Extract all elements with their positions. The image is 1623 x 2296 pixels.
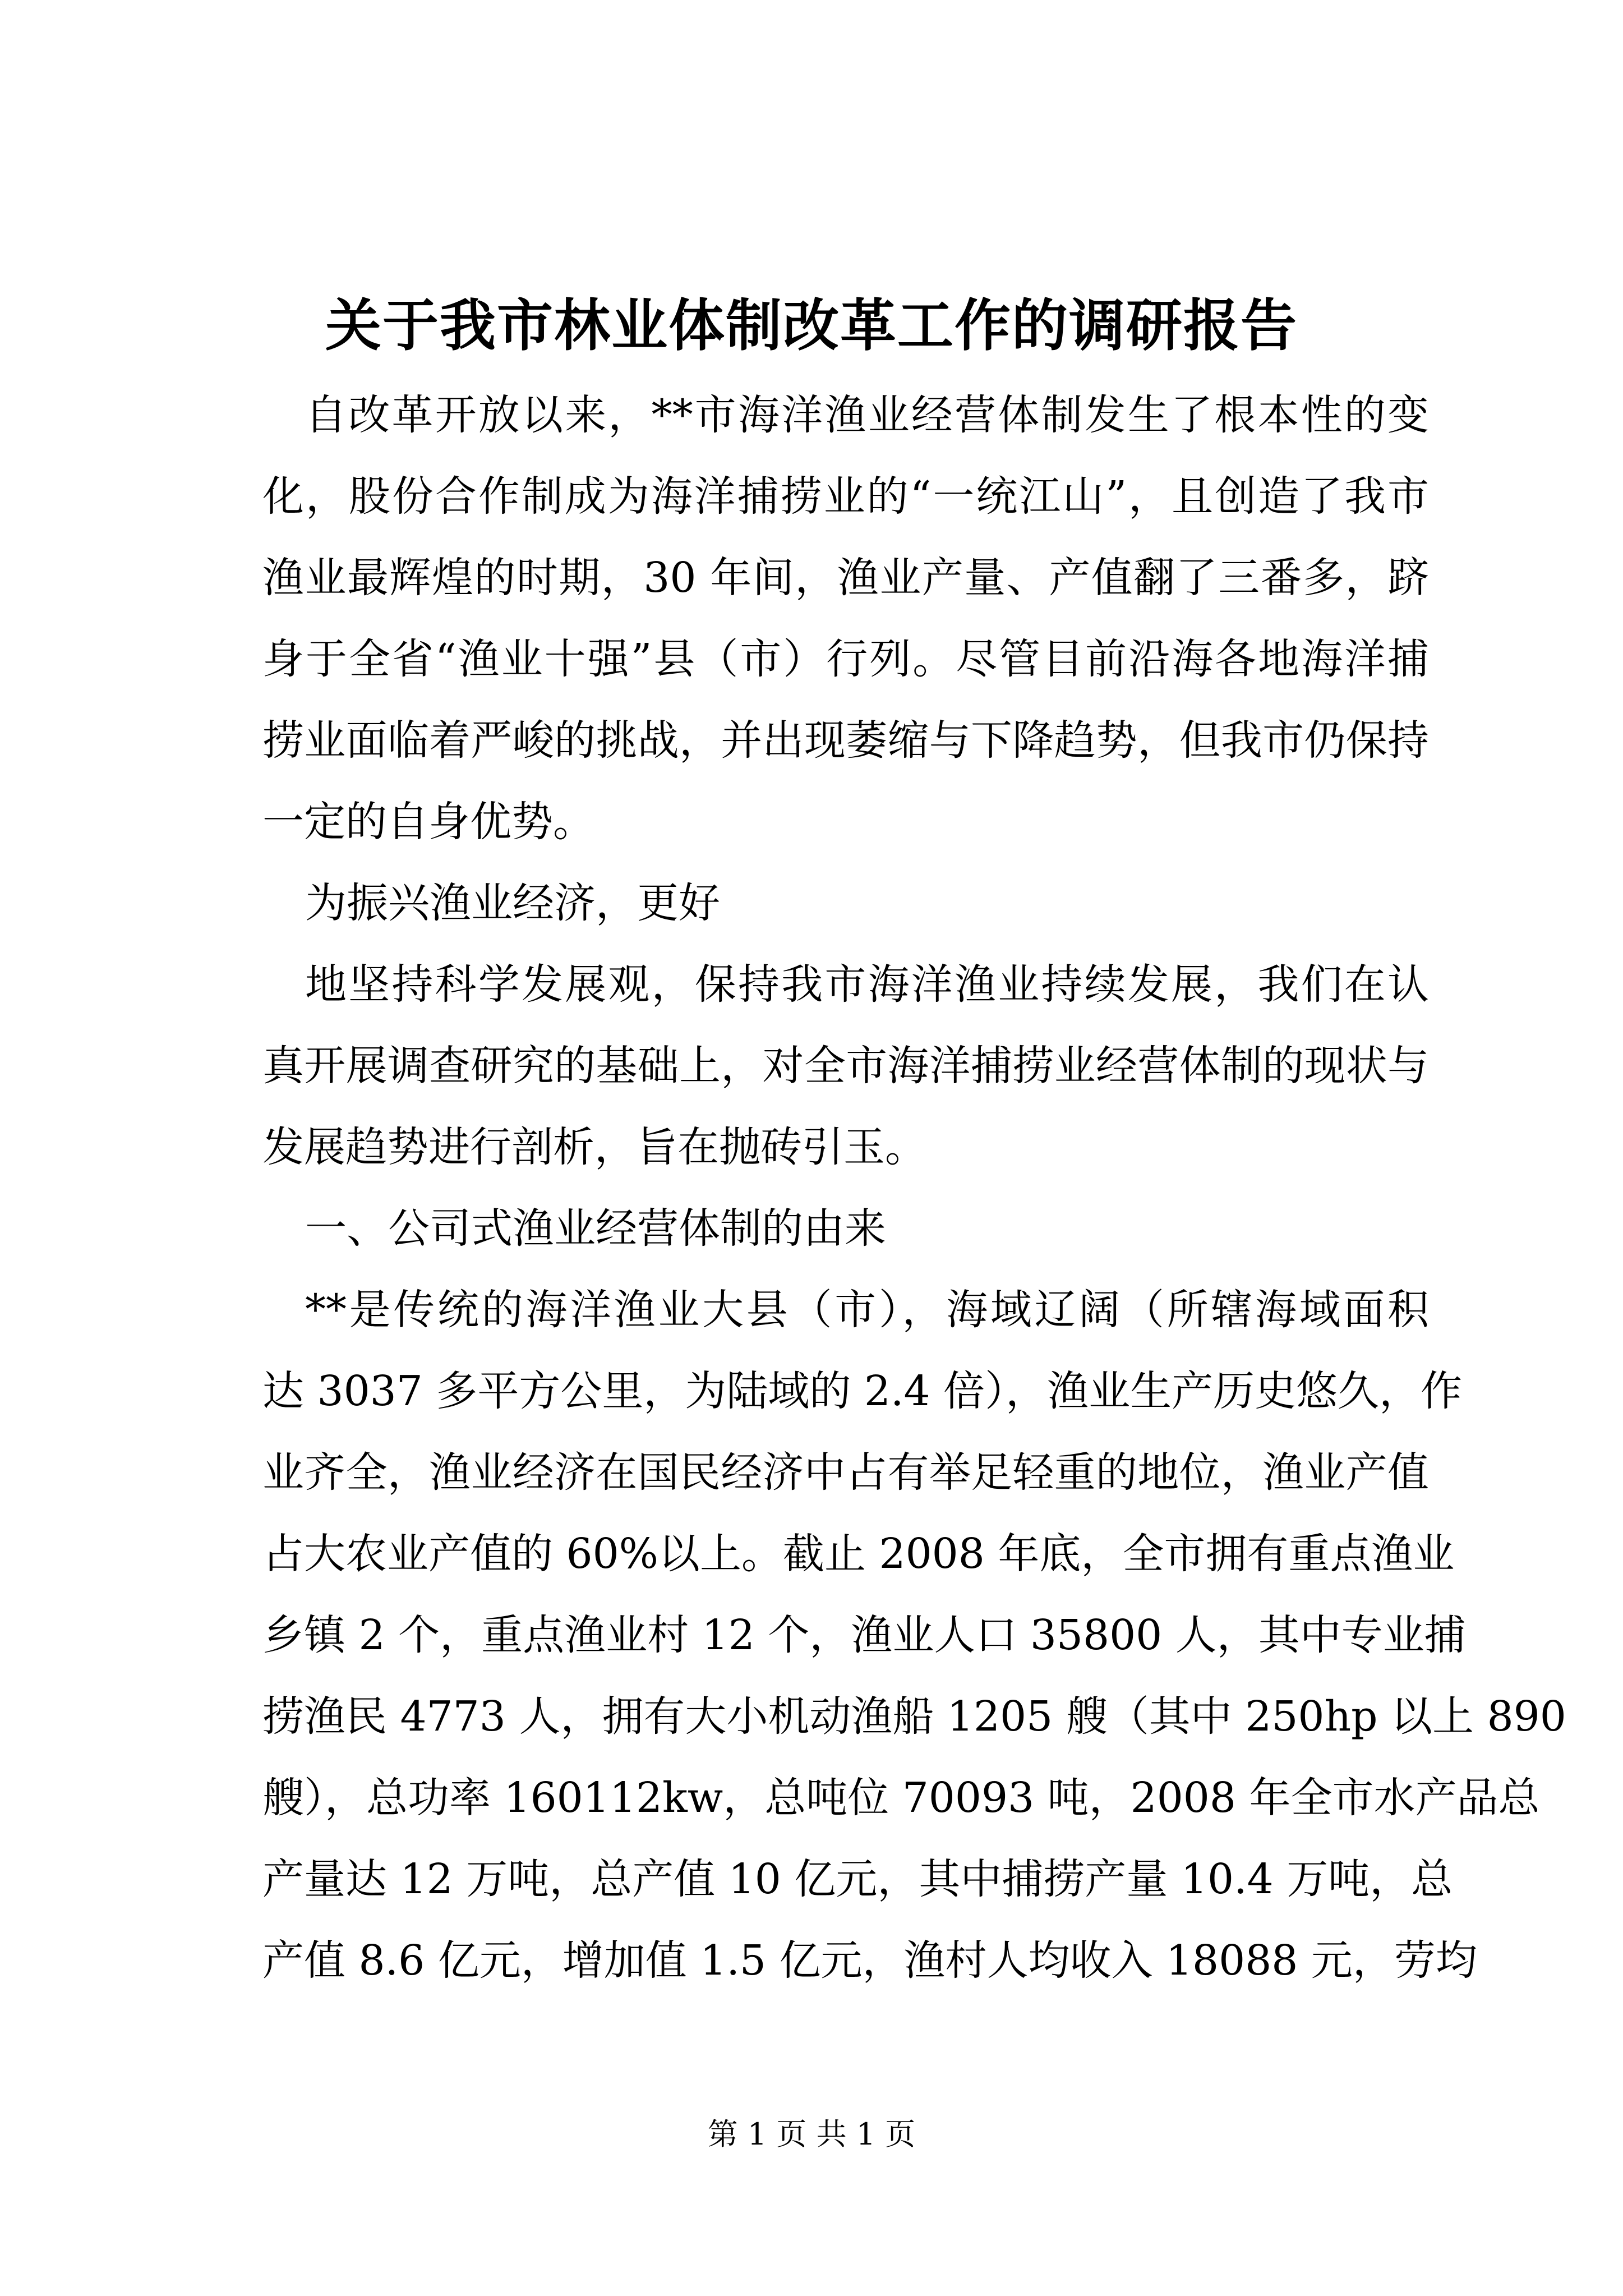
paragraph-line: 艘），总功率 160112kw，总吨位 70093 吨，2008 年全市水产品总 bbox=[262, 1774, 1540, 1822]
paragraph-line: 身于全省“渔业十强”县（市）行列。尽管目前沿海各地海洋捕 bbox=[262, 635, 1429, 683]
paragraph-line: 真开展调查研究的基础上，对全市海洋捕捞业经营体制的现状与 bbox=[262, 1042, 1429, 1090]
paragraph-line: 为振兴渔业经济，更好 bbox=[305, 879, 720, 927]
paragraph-line: 地坚持科学发展观，保持我市海洋渔业持续发展，我们在认 bbox=[305, 960, 1429, 1009]
page-footer: 第 1 页 共 1 页 bbox=[707, 2116, 916, 2152]
paragraph-line: 渔业最辉煌的时期，30 年间，渔业产量、产值翻了三番多，跻 bbox=[262, 554, 1429, 602]
paragraph-line: 一定的自身优势。 bbox=[262, 798, 594, 846]
section-heading: 一、公司式渔业经营体制的由来 bbox=[305, 1204, 886, 1253]
document-title: 关于我市林业体制改革工作的调研报告 bbox=[325, 292, 1298, 358]
paragraph-line: 产量达 12 万吨，总产值 10 亿元，其中捕捞产量 10.4 万吨，总 bbox=[262, 1855, 1453, 1903]
paragraph-line: 业齐全，渔业经济在国民经济中占有举足轻重的地位，渔业产值 bbox=[262, 1448, 1429, 1497]
paragraph-line: 乡镇 2 个，重点渔业村 12 个，渔业人口 35800 人，其中专业捕 bbox=[262, 1611, 1466, 1659]
paragraph-line: 化，股份合作制成为海洋捕捞业的“一统江山”，且创造了我市 bbox=[262, 472, 1429, 521]
paragraph-line: **是传统的海洋渔业大县（市），海域辽阔（所辖海域面积 bbox=[305, 1286, 1429, 1334]
paragraph-line: 产值 8.6 亿元，增加值 1.5 亿元，渔村人均收入 18088 元，劳均 bbox=[262, 1936, 1477, 1985]
paragraph-line: 发展趋势进行剖析，旨在抛砖引玉。 bbox=[262, 1123, 926, 1171]
paragraph-line: 占大农业产值的 60%以上。截止 2008 年底，全市拥有重点渔业 bbox=[262, 1530, 1455, 1578]
paragraph-line: 达 3037 多平方公里，为陆域的 2.4 倍），渔业生产历史悠久，作 bbox=[262, 1367, 1463, 1415]
paragraph-line: 捞业面临着严峻的挑战，并出现萎缩与下降趋势，但我市仍保持 bbox=[262, 716, 1429, 765]
paragraph-line: 自改革开放以来，**市海洋渔业经营体制发生了根本性的变 bbox=[305, 391, 1429, 439]
paragraph-line: 捞渔民 4773 人，拥有大小机动渔船 1205 艘（其中 250hp 以上 890 bbox=[262, 1692, 1566, 1741]
